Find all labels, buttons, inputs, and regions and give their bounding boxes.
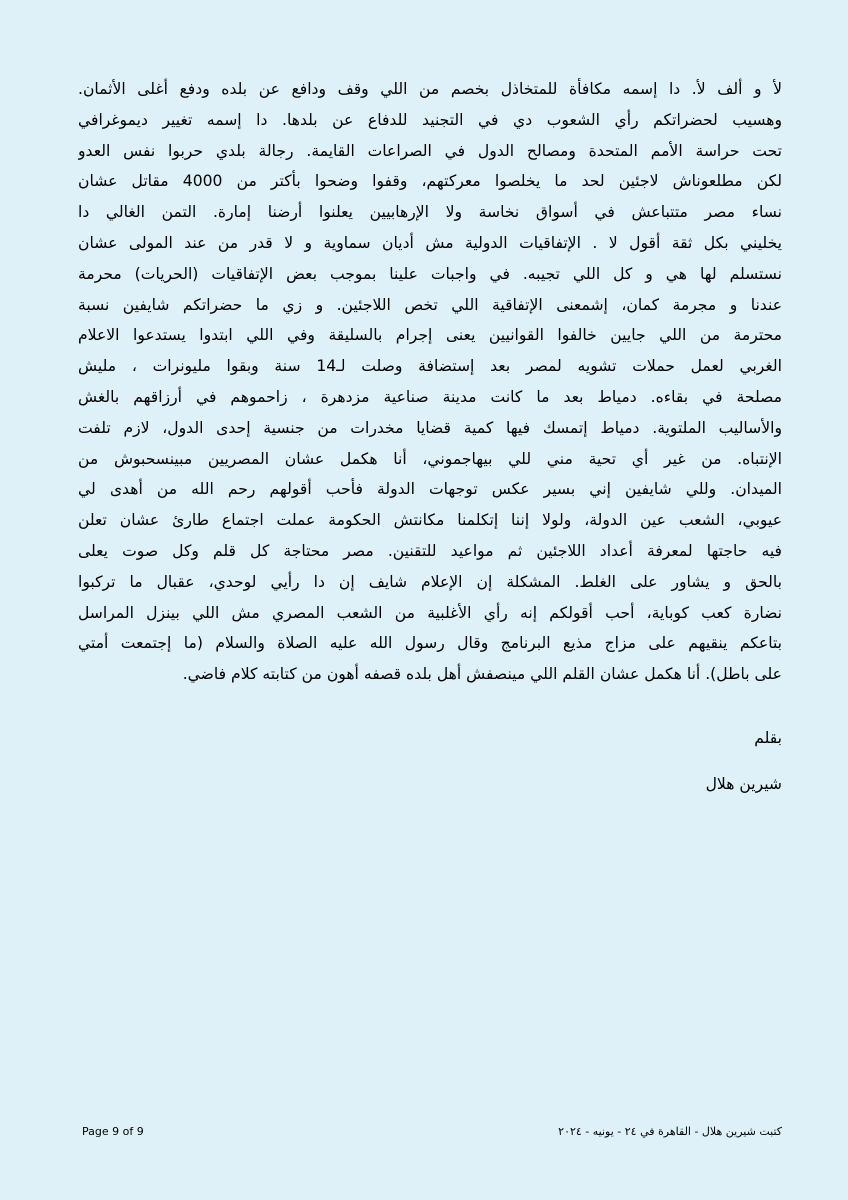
text-line: بتاعكم ينقيهم على مزاج مذيع البرنامج وقال رسول الله عليه الصلاة والسلام (ما إجتمعت أمتي: [78, 634, 782, 653]
text-line: فيه حاجتها لمعرفة أعداد اللاجئين ثم مواعيد للتقنين. مصر محتاجة كل قلم وكل صوت يعلى: [78, 541, 782, 560]
text-line: الإنتباه. من غير أي تحية مني للي بيهاجموني، أنا هكمل عشان المصريين مبينسحبوش من: [78, 449, 782, 468]
text-line: تحت حراسة الأمم المتحدة ومصالح الدول في الصراعات القايمة. رجالة بلدي حربوا نفس العدو: [78, 141, 782, 160]
text-line: بالحق و يشاور على الغلط. المشكلة إن الإعلام شايف إن دا رأيي لوحدي، عقبال ما تركبوا: [78, 572, 782, 591]
signature-block: [706, 726, 782, 818]
text-line: عيوبي، الشعب عين الدولة، ولولا إننا إتكلمنا مكانتش الحكومة عملت اجتماع طارئ عشان تعلن: [78, 511, 782, 530]
text-line: على باطل). أنا هكمل عشان القلم اللي مينصفش أهل بلده قصفه أهون من كتابته كلام فاضي.: [182, 665, 782, 684]
text-line: والأساليب الملتوية. دمياط إتمسك فيها كمية قضايا مخدرات من جنسية إحدى الدول، لازم تلفت: [78, 418, 782, 437]
text-line: نستسلم لها هي و كل اللي تجيبه. في واجبات علينا بموجب بعض الإتفاقيات (الحريات) محرمة: [78, 264, 782, 283]
text-line: عندنا و مجرمة كمان، إشمعنى الإتفاقية اللي تخص اللاجئين. و زي ما حضراتكم شايفين نسبة: [78, 295, 782, 314]
page-number: Page 9 of 9: [82, 1125, 144, 1138]
text-line: محترمة من اللي جايين خالفوا القوانيين يعنى إجرام بالسليقة وفي اللي ابتدوا يستدعوا الاعلام: [78, 326, 782, 345]
text-line: وهسيب لحضراتكم رأي الشعوب دي في التجنيد للدفاع عن بلدها. دا إسمه تغيير ديموغرافي: [78, 110, 782, 129]
text-line: نضارة كعب كوباية، أحب أقولكم إنه رأي الأغلبية من الشعب المصري مش اللي بينزل المراسل: [78, 603, 782, 622]
signature-name: شيرين هلال: [705, 775, 782, 793]
text-line: لكن مطلعوناش لاجئين لحد ما يخلصوا معركتهم، وقفوا وضحوا بأكتر من 4000 مقاتل عشان: [78, 172, 782, 191]
text-line: نساء مصر متتباعش في أسواق نخاسة ولا الإرهابيين يعلنوا أرضنا إمارة. التمن الغالي دا: [78, 203, 782, 222]
text-line: يخليني بكل ثقة أقول لا . الإتفاقيات الدولية مش أديان سماوية و لا قدر من عند المولى عشان: [78, 233, 782, 252]
signature-label: بقلم: [754, 729, 782, 747]
article-body: [78, 74, 782, 690]
text-line: لأ و ألف لأ. دا إسمه مكافأة للمتخاذل بخصم من اللي وقف ودافع عن بلده ودفع أغلى الأثمان.: [78, 80, 782, 98]
text-line: الميدان. وللي شايفين إني بسير عكس توجهات الدولة فأحب أقولهم رحم الله من أهدى لي: [78, 480, 782, 499]
text-line: مصلحة في بقاءه. دمياط بعد ما كانت مدينة صناعية مزدهرة ، زاحموهم في أرزاقهم بالغش: [78, 387, 782, 406]
text-line: الغربي لعمل حملات تشويه لمصر بعد إستضافة وصلت لـ14 سنة وبقوا مليونرات ، مليش: [78, 357, 782, 376]
footer-credit: كتبت شيرين هلال - القاهرة في ٢٤ - يونيه - ٢٠٢٤: [558, 1125, 782, 1138]
